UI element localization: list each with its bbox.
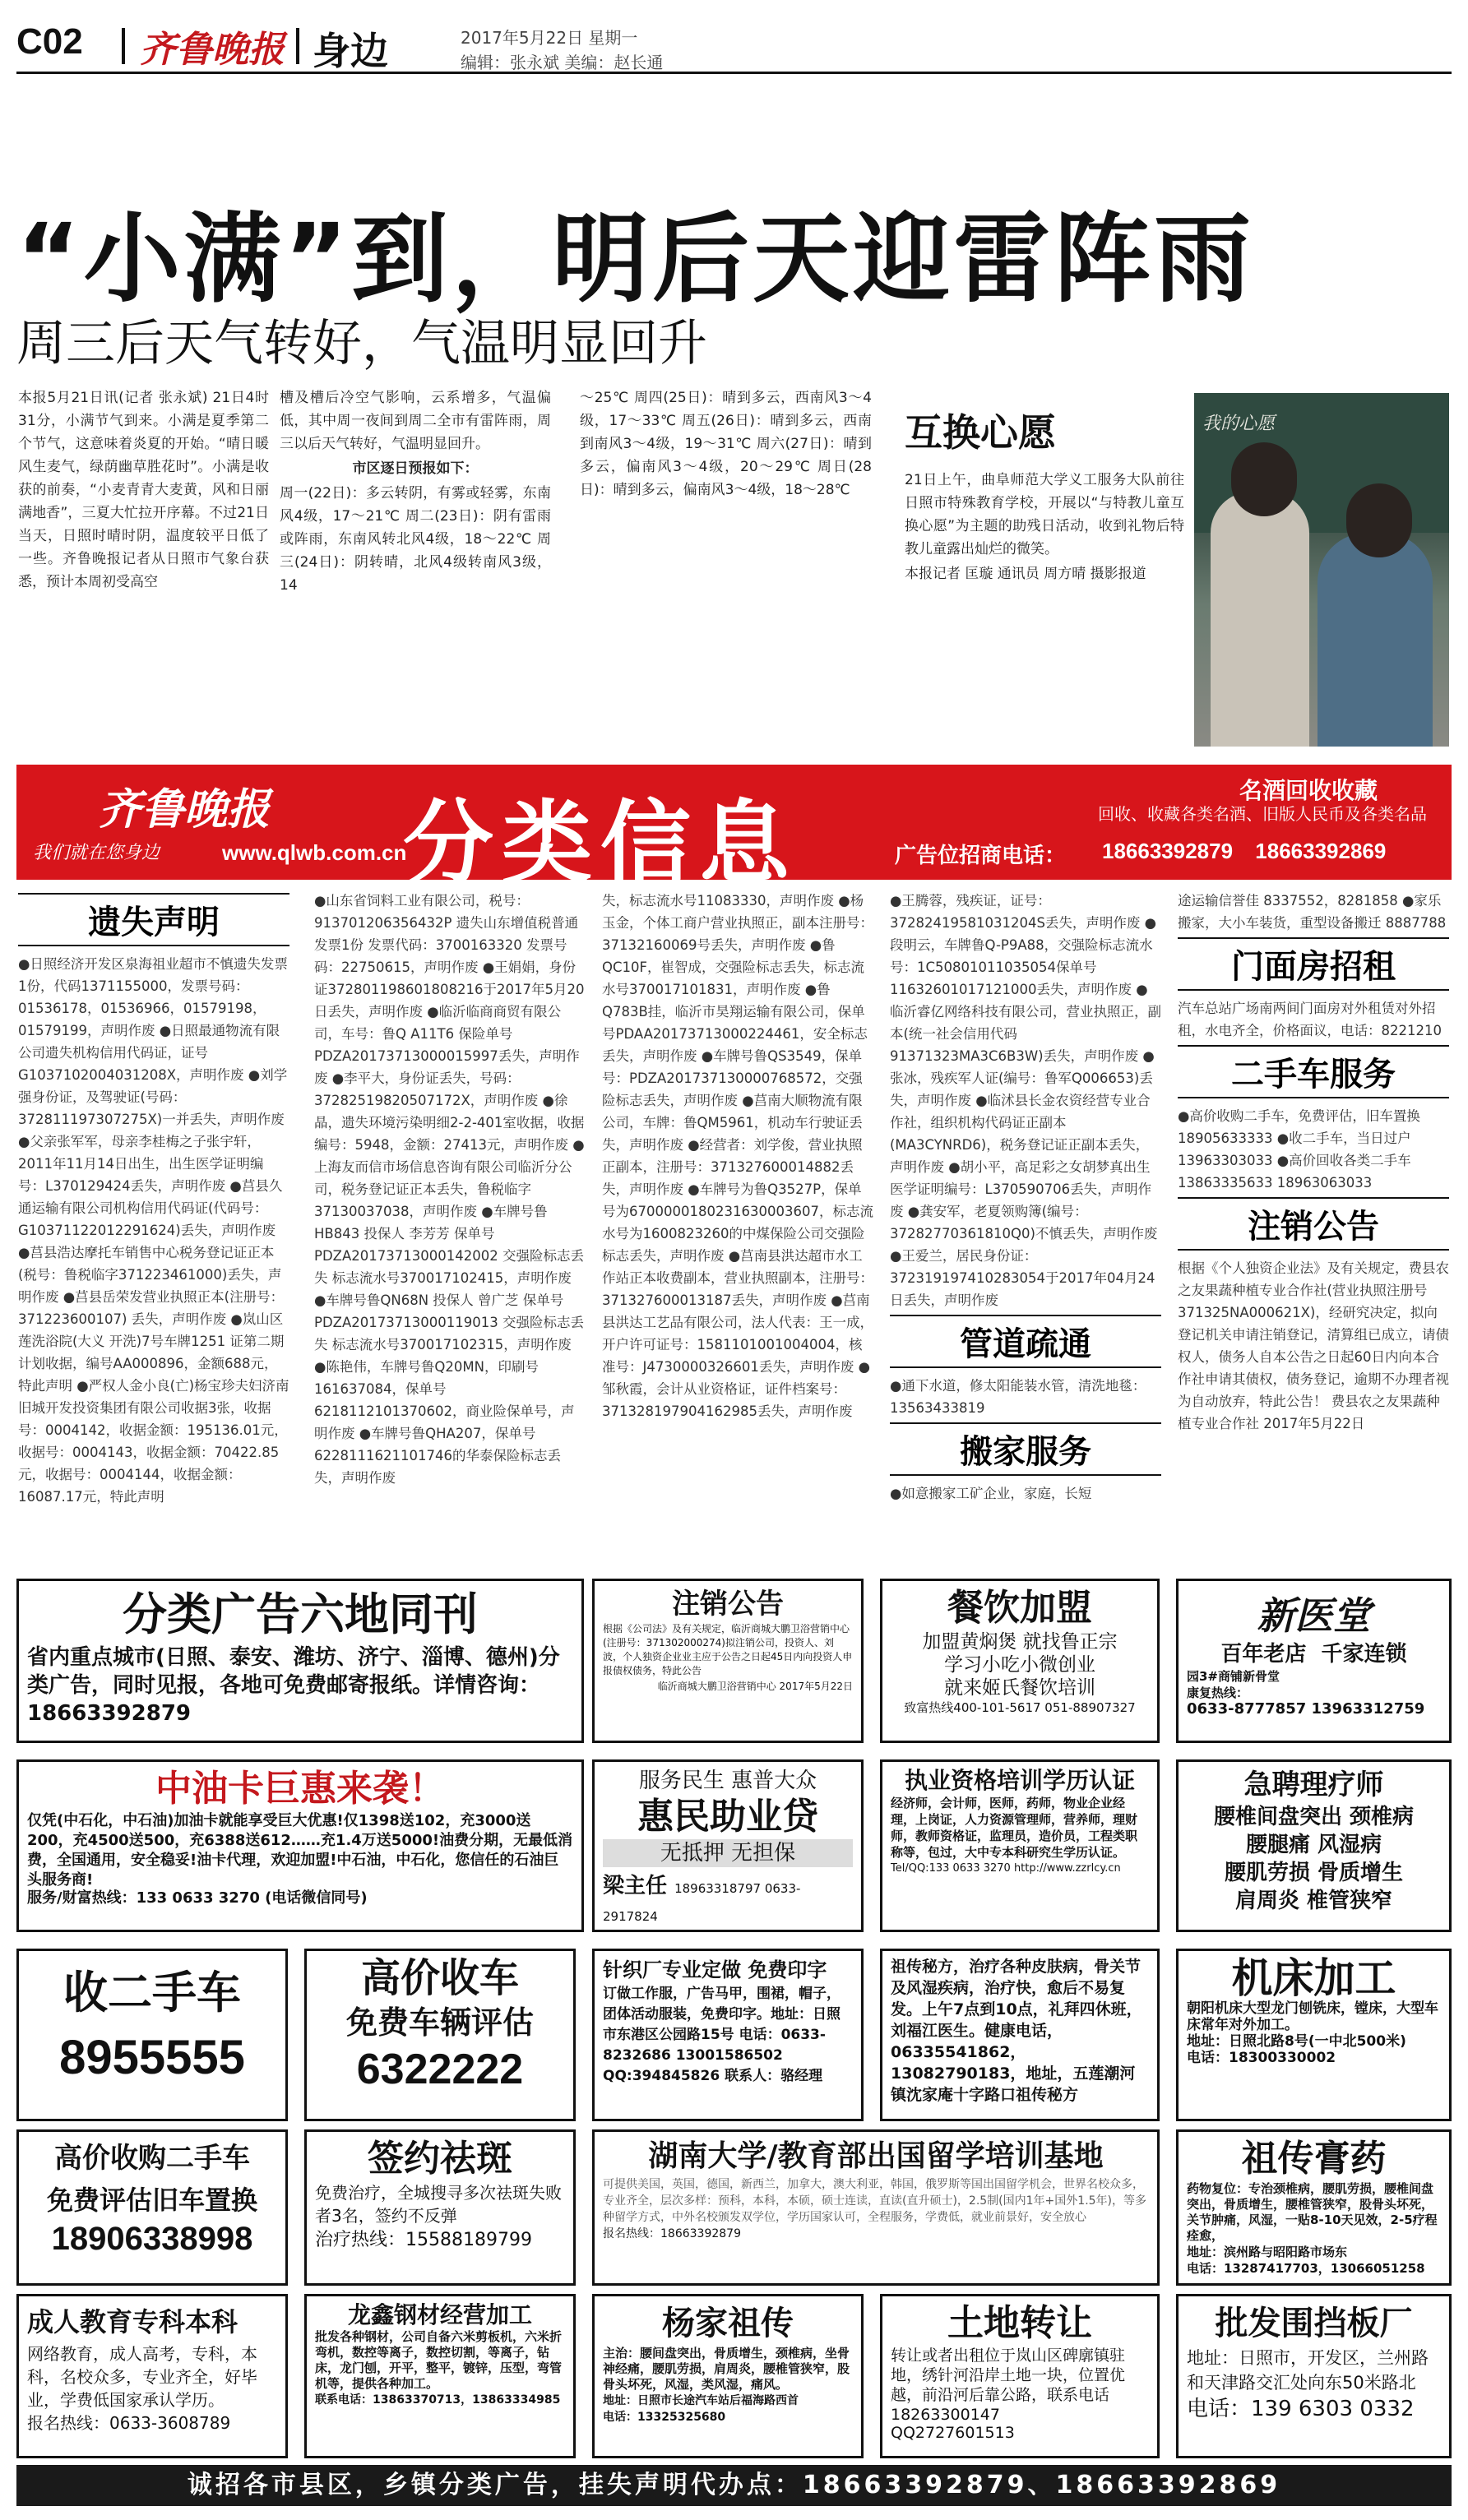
- classified-col-2: [314, 890, 586, 1572]
- ad-address: 地址：日照市长途汽车站后福海路西首: [603, 2394, 799, 2407]
- banner-title: 分类信息: [403, 791, 798, 896]
- moving-heading: 搬家服务: [890, 1422, 1161, 1476]
- divider: [122, 28, 125, 64]
- ad-title: 高价收车: [360, 1955, 519, 2001]
- ad-title: 餐饮加盟: [947, 1587, 1092, 1629]
- ad-address: 地址：日照北路8号(一中北500米): [1187, 2033, 1406, 2050]
- ad-phone: Tel/QQ:133 0633 3270 http://www.zzrlcy.cn: [891, 1862, 1121, 1875]
- ad-title: 湖南大学/教育部出国留学培训基地: [648, 2139, 1104, 2173]
- ad-phone: 联系电话：13863370713，13863334985: [315, 2393, 561, 2407]
- ad-phone: 治疗热线：15588189799: [315, 2230, 532, 2250]
- chalkboard-text: 我的心愿: [1202, 414, 1276, 434]
- ad-knitting: [592, 1949, 864, 2121]
- banner-liquor-title: 名酒回收收藏: [1239, 777, 1378, 804]
- shop-rent-heading: 门面房招租: [1178, 937, 1449, 991]
- ad-title: 执业资格培训学历认证: [904, 1767, 1135, 1794]
- article-col-2: [280, 386, 551, 748]
- ad-line: 百年老店: [1220, 1642, 1307, 1667]
- ad-title: 分类广告六地同刊: [123, 1588, 478, 1640]
- ad-bone-clinic: [1176, 1579, 1452, 1743]
- photo-credit: 本报记者 匡璇 通讯员 周方晴 摄影报道: [905, 566, 1146, 582]
- ad-text: 网络教育，成人高考，专科，本科，名校众多，专业齐全，好毕业，学费低国家承认学历。: [27, 2344, 257, 2410]
- ad-plaster: [1176, 2129, 1452, 2286]
- ad-line: 肩周炎 椎管狭窄: [1234, 1889, 1393, 1913]
- ad-phone: 18906338998: [51, 2221, 253, 2257]
- ad-phone: 报名热线：0633-3608789: [27, 2413, 231, 2433]
- article-text: 周一(22日)：多云转阴，有雾或轻雾，东南风4级，17～21℃ 周二(23日)：阴有雷雨或阵雨，东南风转北风4级，18～22℃ 周三(24日)：阴转晴，北风4级转南风3级，14: [280, 485, 551, 594]
- masthead: [16, 16, 1452, 74]
- classified-text: ●高价收购二手车，免费评估，旧车置换 18905633333 ●收二手车，当日过户 13963303033 ●高价回收各类二手车 13863335633 18963063033: [1178, 1108, 1420, 1191]
- paper-logo: 齐鲁晚报: [140, 29, 285, 71]
- ad-phone: 致富热线400-101-5617 051-88907327: [904, 1700, 1136, 1715]
- ad-sub: 免费车辆评估: [345, 2004, 534, 2041]
- ad-adult-edu: [16, 2294, 288, 2458]
- ad-hoarding: [1176, 2294, 1452, 2458]
- ad-catering: [880, 1579, 1160, 1743]
- article-col-1: [18, 386, 269, 748]
- classified-text: 汽车总站广场南两间门面房对外租赁对外招租，水电齐全，价格面议，电话：8221210: [1178, 1001, 1442, 1038]
- ad-training: [880, 1759, 1160, 1932]
- ad-title: 祖传膏药: [1241, 2138, 1387, 2180]
- ad-loan: [592, 1759, 864, 1932]
- ad-date: 临沂商城大鹏卫浴营销中心 2017年5月22日: [657, 1681, 853, 1692]
- ad-yang-remedy: [592, 2294, 864, 2458]
- section-name: 身边: [313, 29, 388, 73]
- classified-text: 途运输信誉佳 8337552，8281858 ●家乐搬家，大小车装货，重型设备搬迁 8887788: [1178, 893, 1447, 931]
- ad-title: 签约祛斑: [368, 2138, 512, 2180]
- issue-date: 2017年5月22日 星期一: [461, 28, 638, 48]
- ad-top: 服务民生 惠普大众: [638, 1769, 817, 1793]
- ad-address: 地址：滨州路与昭阳路市场东: [1187, 2245, 1348, 2259]
- ad-phone: 电话：13325325680: [603, 2411, 726, 2424]
- classified-col-1: [18, 890, 289, 1572]
- ad-title: 收二手车: [63, 1967, 241, 2018]
- ad-phone: 0633-8777857 13963312759: [1187, 1700, 1425, 1718]
- ad-used-car-1: [16, 1949, 288, 2121]
- ad-title: 成人教育专科本科: [27, 2306, 238, 2337]
- ad-title: 土地转让: [947, 2302, 1092, 2344]
- article-text: 槽及槽后冷空气影响，云系增多，气温偏低，其中周一夜间到周二全市有雷阵雨，周三以后天气转好，气温明显回升。: [280, 390, 551, 452]
- photo-story-body: [905, 469, 1184, 682]
- classified-text: ●如意搬家工矿企业，家庭，长短: [890, 1486, 1092, 1501]
- ad-text: 订做工作服，广告马甲，围裙，帽子，团体活动服装，免费印字。地址：日照市东港区公园路15号 电话：0633-8232686 13001586502 QQ:394845826 联系人：骆经理: [603, 1986, 841, 2084]
- ad-title: 批发围挡板厂: [1215, 2305, 1413, 2342]
- ad-logo: 新医堂: [1257, 1593, 1371, 1638]
- ad-line: 加盟黄焖煲: [922, 1631, 1017, 1653]
- ad-phone: 电话：139 6303 0332: [1187, 2397, 1415, 2421]
- headline: “小满”到，明后天迎雷阵雨: [16, 202, 1255, 316]
- ad-phone: 电话：18300330002: [1187, 2050, 1336, 2066]
- banner-phones: 18663392879 18663392869: [1102, 839, 1387, 863]
- lost-notice-heading: 遗失声明: [18, 893, 289, 946]
- subheadline: 周三后天气转好，气温明显回升: [16, 315, 707, 372]
- ad-six-city: [16, 1579, 584, 1743]
- article-text: 本报5月21日讯(记者 张永斌) 21日4时31分，小满节气到来。小满是夏季第二个节气，这意味着炎夏的开始。“晴日暖风生麦气，绿荫幽草胜花时”。小满是收获的前奏，“小麦青青大麦黄，风和日丽满地香”，三夏大忙拉开序幕。不过21日当天，日照时晴时阴，温度较平日低了一些。齐鲁晚报记者从日照市气象台获悉，预计本周初受高空: [18, 390, 269, 590]
- ad-title: 针织厂专业定做 免费印字: [603, 1958, 827, 1981]
- drain-heading: 管道疏通: [890, 1315, 1161, 1368]
- person-figure: [1211, 492, 1309, 747]
- ad-machining: [1176, 1949, 1452, 2121]
- ad-sub: 无抵押 无担保: [603, 1839, 853, 1867]
- ad-cancel-notice: [592, 1579, 864, 1743]
- ad-phone: 电话：13287417703，13066051258: [1187, 2261, 1425, 2276]
- classified-text: 根据《个人独资企业法》及有关规定，费县农之友果蔬种植专业合作社(营业执照注册号371325NA000621X)，经研究决定，拟向登记机关申请注销登记，清算组已成立，请债权人，债务人自本公告之日起60日内向本合作社申请其债权，债务登记，逾期不办理者视为自动放弃，特此公告！ 费县农之友果蔬种植专业合作社 2017年5月22日: [1178, 1260, 1449, 1431]
- person-figure: [1317, 533, 1433, 747]
- ad-phone: 服务/财富热线：133 0633 3270 (电话微信同号): [27, 1889, 368, 1907]
- ad-therapist: [1176, 1759, 1452, 1932]
- ad-text: 根据《公司法》及有关规定，临沂商城大鹏卫浴营销中心(注册号：371302000274)拟注销公司，投资人、刘波，个人独资企业业主应于公告之日起45日内向投资人申报债权债务，特此公告: [603, 1623, 853, 1676]
- classified-text: ●山东省饲料工业有限公司，税号：913701206356432P 遗失山东增值税普通发票1份 发票代码：3700163320 发票号码：22750615，声明作废 ●王娟娟，身份证372801198601808216于2017年5月20日丢失，声明作废 ●临沂临商商贸有限公司，车号：鲁Q A11T6 保险单号PDZA20173713000015997丢失，声明作废 ●李平大，身份证丢失，号码：37282519820507172X，声明作废 ●徐晶，遗失环境污染明细2-2-401室收据，收据编号：5948，金额：27413元，声明作废 ●上海友而信市场信息咨询有限公司临沂分公司，税务登记证正本丢失，鲁税临字37130037038，声明作废 ●车牌号鲁HB843 投保人 李芳芳 保单号PDZA20173713000142002 交强险标志丢失 标志流水号370017102415，声明作废 ●车牌号鲁QN68N 投保人 曾广芝 保单号PDZA20173713000119013 交强险标志丢失 标志流水号370017102315，声明作废 ●陈艳伟，车牌号鲁Q20MN，印刷号161637084，保单号6218112101370602，商业险保单号，声明作废 ●车牌号鲁QHA207，保单号6228111621101746的华泰保险标志丢失，声明作废: [314, 893, 585, 1486]
- article-text: ～25℃ 周四(25日)：晴到多云，西南风3～4级，17～33℃ 周五(26日)：晴到多云，西南到南风3～4级，19～31℃ 周六(27日)：晴到多云，偏南风3～4级，20～29℃ 周日(28日)：晴到多云，偏南风3～4级，18～28℃: [580, 390, 872, 498]
- ad-text: 主治：腰间盘突出，骨质增生，颈椎病，坐骨神经痛，腰肌劳损，肩周炎，腰椎管狭窄，股骨头坏死，风湿，类风湿，痛风。: [603, 2346, 850, 2392]
- ad-line: 园3#商铺新骨堂: [1187, 1669, 1280, 1684]
- news-photo: [1194, 393, 1449, 747]
- ad-line: 高价收购二手车: [54, 2142, 250, 2175]
- ad-line: 康复热线：: [1187, 1685, 1249, 1700]
- ad-line: 腰腿痛 风湿病: [1245, 1833, 1382, 1857]
- footer-recruit: 诚招各市县区，乡镇分类广告，挂失声明代办点：18663392879、18663392869: [16, 2465, 1452, 2506]
- person-head: [1346, 483, 1412, 557]
- ad-phone: 8955555: [59, 2031, 245, 2084]
- ad-title: 注销公告: [672, 1588, 784, 1621]
- classified-text: ●日照经济开发区泉海祖业超市不慎遗失发票1份，代码1371155000，发票号码：01536178，01536966，01579198，01579199，声明作废 ●日照最通物流有限公司遗失机构信用代码证，证号G1037102004031208X，声明作废 ●刘学强身份证，及驾驶证(号码：372811197307275X)一并丢失，声明作废 ●父亲张军军，母亲李桂梅之子张宇轩，2011年11月14日出生，出生医学证明编号：L370129424丢失，声明作废 ●莒县久通运输有限公司机构信用代码证(代码号：G10371122012291624)丢失，声明作废 ●莒县浩达摩托车销售中心税务登记证正本(税号：鲁税临字371223461000)丢失，声明作废 ●莒县岳荣发营业执照正本(注册号：371223600107) 丢失，声明作废 ●岚山区莲洗浴院(大义 开洗)7号车牌1251 证第二期计划收据，编号AA000896，金额688元，特此声明 ●严权人金小良(亡)杨宝珍夫妇济南旧城开发投资集团有限公司收据3张，收据号：0004142，收据金额：195136.01元，收据号：0004143，收据金额：70422.85元，收据号：0004144，收据金额：16087.17元，特此声明: [18, 956, 289, 1505]
- classified-col-5: [1178, 890, 1449, 1572]
- cancellation-heading: 注销公告: [1178, 1197, 1449, 1251]
- classified-text: 失，标志流水号11083330，声明作废 ●杨玉金，个体工商户营业执照正，副本注册号：37132160069号丢失，声明作废 ●鲁QC10F，崔智成，交强险标志丢失，标志流水号370017101831，声明作废 ●鲁Q783B挂，临沂市昊翔运输有限公司，保单号PDAA20173713000224461，安全标志丢失，声明作废 ●车牌号鲁QS3549，保单号：PDZA201737130000768572，交强险标志丢失，声明作废 ●莒南大顺物流有限公司，车牌：鲁QM5961，机动车行驶证丢失，声明作废 ●经营者：刘学俊，营业执照正副本，注册号：371327600014882丢失，声明作废 ●车牌号为鲁Q3527P，保单号为6700000180231630003607，标志流水号为1600823260的中煤保险公司交强险标志丢失，声明作废 ●莒南县洪达超市水工作站正本收费副本，营业执照副本，注册号：371327600013187丢失，声明作废 ●莒南县洪达工艺品有限公司，法人代表：王一成，开户许可证号：1581101001004004，核准号：J4730000326601丢失，声明作废 ●邹秋霞，会计从业资格证，证件档案号：371328197904162985丢失，声明作废: [602, 893, 873, 1419]
- ad-qq: QQ2727601513: [891, 2424, 1015, 2442]
- banner-hotline-label: 广告位招商电话：: [895, 844, 1067, 868]
- classified-col-3: [602, 890, 873, 1572]
- ad-phone: 报名热线：18663392879: [603, 2227, 741, 2240]
- banner-url[interactable]: www.qlwb.com.cn: [222, 840, 407, 865]
- ad-land: [880, 2294, 1160, 2458]
- page-number: C02: [16, 21, 83, 62]
- ad-address: 地址：日照市，开发区，兰州路和天津路交汇处向东50米路北: [1187, 2348, 1429, 2393]
- used-car-heading: 二手车服务: [1178, 1045, 1449, 1098]
- ad-line: 腰椎间盘突出 颈椎病: [1213, 1805, 1415, 1829]
- ad-title: 惠民助业贷: [637, 1796, 818, 1838]
- classified-banner: [16, 765, 1452, 896]
- ad-text: 省内重点城市(日照、泰安、潍坊、济宁、淄博、德州)分类广告，同时见报，各地可免费邮寄报纸。详情咨询：18663392879: [27, 1645, 560, 1726]
- divider: [296, 28, 299, 64]
- ad-phone: 6322222: [356, 2046, 524, 2093]
- ad-text: 朝阳机床大型龙门刨铣床，镗床，大型车床常年对外加工。: [1187, 2000, 1438, 2033]
- ad-used-car-3: [16, 2129, 288, 2286]
- ad-text: 经济师，会计师，医师，药师，物业企业经理，上岗证，人力资源管理师，营养师，理财师，教师资格证，监理员，造价员，工程类职称等，包过，大中专本科研究生学历认证。: [891, 1796, 1138, 1860]
- ad-text: 祖传秘方，治疗各种皮肤病，骨关节及风湿疾病，治疗快，愈后不易复发。上午7点到10点，礼拜四休班，刘福江医生。健康电话，06335541862，13082790183，地址，五莲潮河镇沈家庵十字路口祖传秘方: [891, 1958, 1142, 2104]
- ad-line: 腰肌劳损 骨质增生: [1224, 1861, 1404, 1885]
- banner-liquor-text: 回收、收藏各类名酒、旧版人民币及各类名品: [1098, 804, 1427, 824]
- ad-text: 药物复位：专治颈椎病，腰肌劳损，腰椎间盘突出，骨质增生，腰椎管狭窄，股骨头坏死，关节肿痛，风湿，一贴8-10天见效，2-5疗程痊愈，: [1187, 2181, 1438, 2243]
- ad-phone: 18963318797 0633-2917824: [603, 1881, 801, 1924]
- ad-title: 急聘理疗师: [1243, 1769, 1384, 1801]
- ad-line: 免费评估旧车置换: [46, 2185, 257, 2216]
- article-col-3: [580, 386, 872, 748]
- ad-text: 批发各种钢材，公司自备六米剪板机，六米折弯机，数控等离子，数控切割，等离子，钻床，龙门刨，开平，整平，镀锌，压型，弯管机等，提供各种加工。: [315, 2329, 563, 2391]
- photo-story-text: 21日上午，曲阜师范大学义工服务大队前往日照市特殊教育学校，开展以“与特教儿童互换心愿”为主题的助残日活动，收到礼物后特教儿童露出灿烂的微笑。: [905, 472, 1184, 557]
- ad-title: 机床加工: [1231, 1954, 1396, 2002]
- ad-title: 中油卡巨惠来袭！: [155, 1768, 445, 1810]
- ad-text: 转让或者出租位于岚山区碑廓镇驻地，绣针河沿岸土地一块，位置优越，前沿河后靠公路，联系电话18263300147: [891, 2347, 1126, 2424]
- ad-steel: [304, 2294, 576, 2458]
- forecast-heading: 市区逐日预报如下：: [352, 460, 479, 477]
- classified-col-4: [890, 890, 1161, 1572]
- person-head: [1231, 442, 1297, 516]
- ad-line: 就来姬氏餐饮培训: [944, 1677, 1095, 1699]
- banner-slogan: 我们就在您身边: [33, 843, 160, 863]
- classified-text: ●通下水道，修太阳能装水管，清洗地毯：13563433819: [890, 1378, 1146, 1416]
- ad-text: 可提供美国，英国，德国，新西兰，加拿大，澳大利亚，韩国，俄罗斯等国出国留学机会，世界名校众多，专业齐全，层次多样：预科，本科，本硕，硕士连读，直读(直升硕士)，2.5制(国内1年+国外1.5年)，等多种留学方式，中外名校颁发双学位，学历国家认可，全程服务，学费低，就业前景好，安全放心: [603, 2178, 1147, 2224]
- editors: 编辑：张永斌 美编：赵长通: [461, 53, 664, 72]
- ad-line: 学习小吃小微创业: [944, 1654, 1095, 1676]
- ad-line: 就找鲁正宗: [1022, 1631, 1118, 1653]
- photo-story-title: 互换心愿: [905, 410, 1056, 455]
- ad-freckle: [304, 2129, 576, 2286]
- classified-text: ●王腾蓉，残疾证，证号：37282419581031204S丢失，声明作废 ●段明云，车牌鲁Q-P9A88，交强险标志流水号：1C50801011035054保单号11632601017121000丢失，声明作废 ●临沂睿亿网络科技有限公司，营业执照正，副本(统一社会信用代码91371323MA3C6B3W)丢失，声明作废 ●张冰，残疾军人证(编号：鲁军Q006653)丢失，声明作废 ●临沭县长金农资经营专业合作社，组织机构代码证正副本(MA3CYNRD6)，税务登记证正副本丢失，声明作废 ●胡小平，高足彩之女胡梦真出生医学证明编号：L370590706丢失，声明作废 ●龚安军，老夏领购簿(编号：37282770361810Q0)不慎丢失，声明作废 ●王爱兰，居民身份证：372319197410283054于2017年04月24日丢失，声明作废: [890, 893, 1161, 1308]
- ad-study-abroad: [592, 2129, 1160, 2286]
- ad-line: 千家连锁: [1321, 1642, 1407, 1667]
- ad-fuel-card: [16, 1759, 584, 1932]
- banner-logo: 齐鲁晚报: [99, 784, 271, 835]
- ad-title: 龙鑫钢材经营加工: [347, 2301, 532, 2328]
- ad-text: 免费治疗，全城搜寻多次祛斑失败者3名，签约不反弹: [315, 2183, 562, 2226]
- ad-text: 仅凭(中石化，中石油)加油卡就能享受巨大优惠!仅1398送102，充3000送200，充4500送500，充6388送612……充1.4万送5000!油费分期，无最低消费，全国通用，安全稳妥!油卡代理，欢迎加盟!中石油，中石化，您信任的石油巨头服务商!: [27, 1812, 573, 1889]
- ad-used-car-2: [304, 1949, 576, 2121]
- ad-contact: 梁主任: [603, 1874, 668, 1898]
- ad-skin-remedy: [880, 1949, 1160, 2121]
- ad-title: 杨家祖传: [662, 2305, 794, 2342]
